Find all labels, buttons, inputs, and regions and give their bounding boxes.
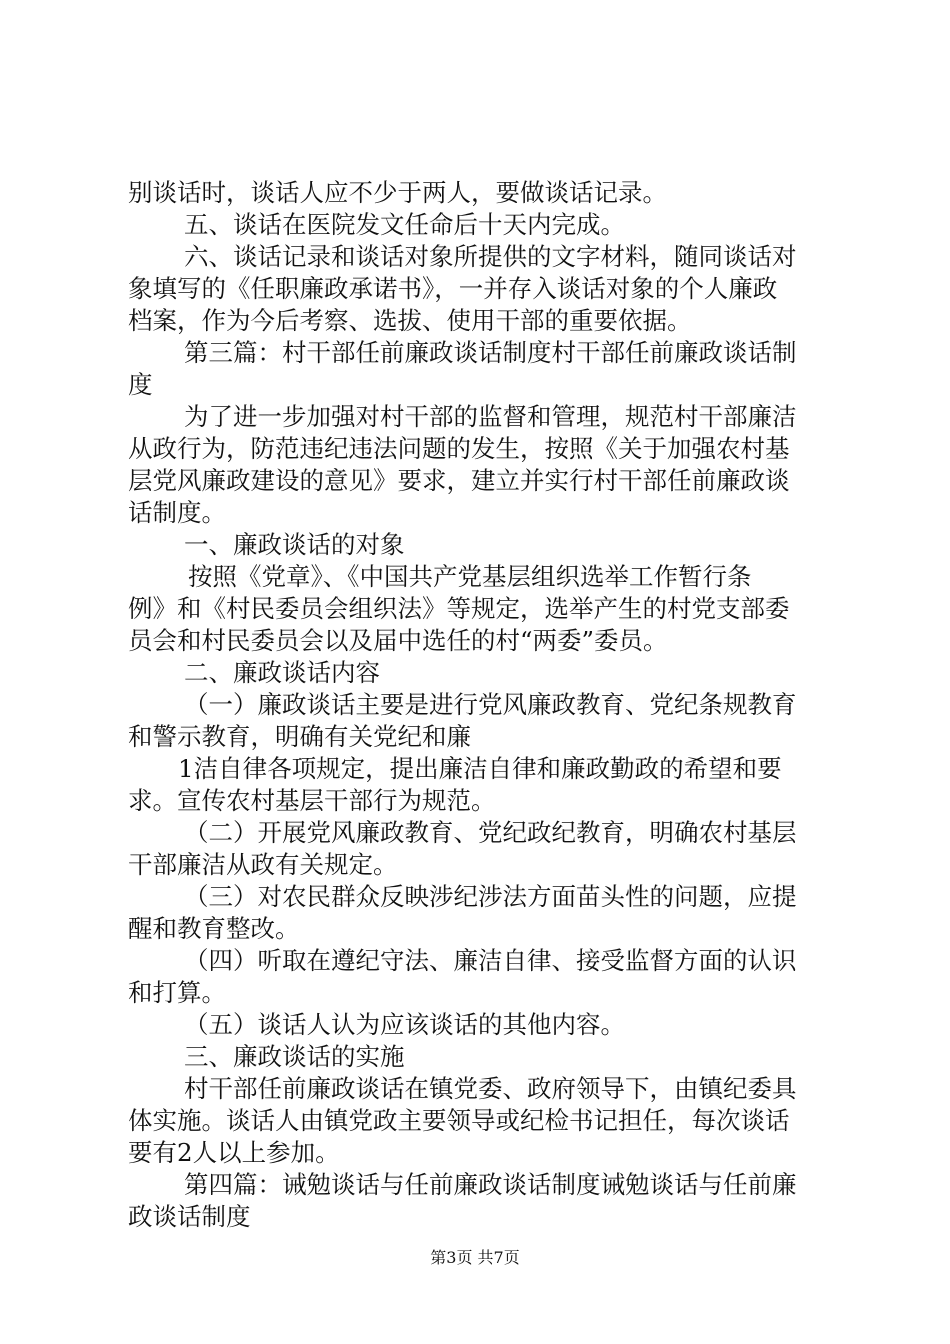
text-line: 六、谈话记录和谈话对象所提供的文字材料，随同谈话对 [184, 242, 797, 271]
text-line: 按照《党章》、《中国共产党基层组织选举工作暂行条 [188, 562, 752, 591]
text-line: （四）听取在遵纪守法、廉洁自律、接受监督方面的认识 [184, 946, 797, 975]
text-line: 档案，作为今后考察、选拔、使用干部的重要依据。 [128, 306, 692, 335]
section-heading: 政谈话制度 [128, 1202, 251, 1231]
text-line: 求。宣传农村基层干部行为规范。 [128, 786, 496, 815]
text-line: 例》和《村民委员会组织法》等规定，选举产生的村党支部委 [128, 594, 790, 623]
section-heading: 第四篇：诫勉谈话与任前廉政谈话制度诫勉谈话与任前廉 [184, 1170, 797, 1199]
text-line: 从政行为，防范违纪违法问题的发生，按照《关于加强农村基 [128, 434, 790, 463]
text-line: 干部廉洁从政有关规定。 [128, 850, 398, 879]
text-line: 醒和教育整改。 [128, 914, 300, 943]
section-heading: 度 [128, 370, 153, 399]
subsection-heading: 二、廉政谈话内容 [184, 658, 380, 687]
text-line: 层党风廉政建设的意见》要求，建立并实行村干部任前廉政谈 [128, 466, 790, 495]
text-line: 和打算。 [128, 978, 226, 1007]
text-line: （二）开展党风廉政教育、党纪政纪教育，明确农村基层 [184, 818, 797, 847]
text-line: （一）廉政谈话主要是进行党风廉政教育、党纪条规教育 [184, 690, 797, 719]
text-line: 别谈话时，谈话人应不少于两人，要做谈话记录。 [128, 178, 667, 207]
text-line: （五）谈话人认为应该谈话的其他内容。 [184, 1010, 625, 1039]
text-line: 为了进一步加强对村干部的监督和管理，规范村干部廉洁 [184, 402, 797, 431]
page-footer: 第3页 共7页 [430, 1248, 520, 1267]
text-line: 象填写的《任职廉政承诺书》，一并存入谈话对象的个人廉政 [128, 274, 778, 303]
text-line: 话制度。 [128, 498, 226, 527]
section-heading: 第三篇：村干部任前廉政谈话制度村干部任前廉政谈话制 [184, 338, 797, 367]
text-line: 1洁自律各项规定，提出廉洁自律和廉政勤政的希望和要 [178, 754, 782, 783]
subsection-heading: 一、廉政谈话的对象 [184, 530, 405, 559]
text-line: 村干部任前廉政谈话在镇党委、政府领导下，由镇纪委具 [184, 1074, 797, 1103]
text-line: 体实施。谈话人由镇党政主要领导或纪检书记担任，每次谈话 [128, 1106, 790, 1135]
text-line: 员会和村民委员会以及届中选任的村“两委”委员。 [128, 626, 668, 655]
text-line: 要有2人以上参加。 [128, 1138, 340, 1167]
text-line: 五、谈话在医院发文任命后十天内完成。 [184, 210, 625, 239]
subsection-heading: 三、廉政谈话的实施 [184, 1042, 405, 1071]
text-line: （三）对农民群众反映涉纪涉法方面苗头性的问题，应提 [184, 882, 797, 911]
text-line: 和警示教育，明确有关党纪和廉 [128, 722, 471, 751]
